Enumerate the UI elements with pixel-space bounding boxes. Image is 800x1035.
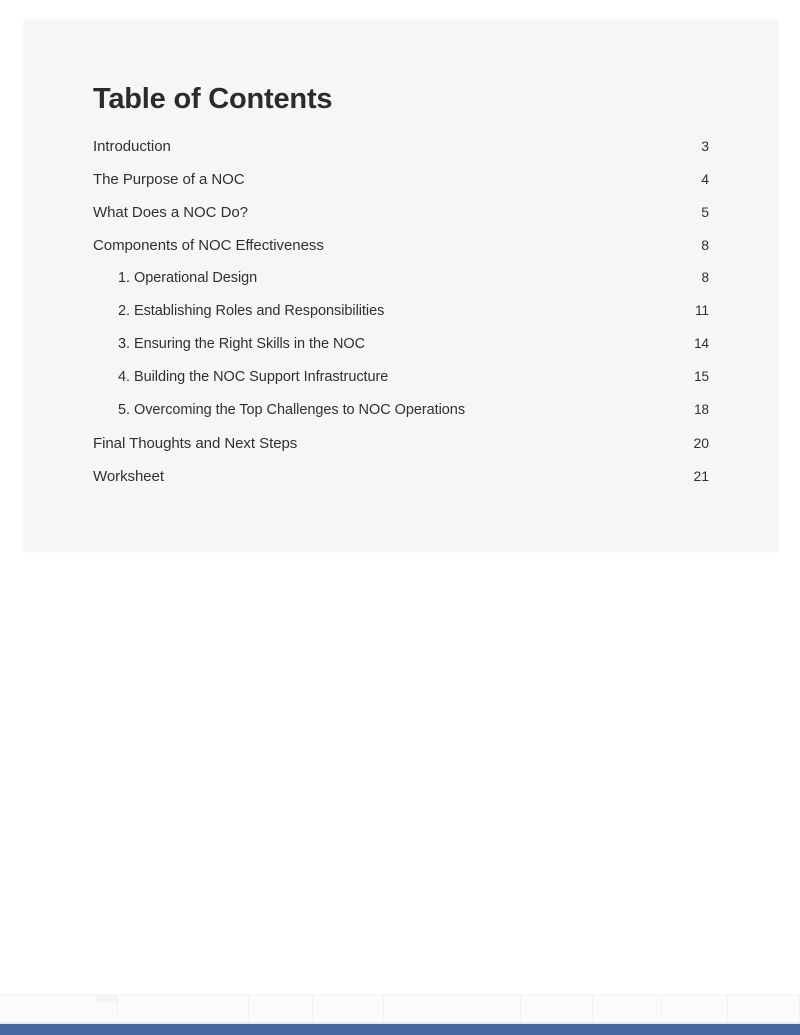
toc-entry[interactable]: [93, 435, 709, 468]
toc-entry[interactable]: [93, 237, 709, 270]
toc-entry[interactable]: [93, 402, 709, 435]
toc-entry[interactable]: [93, 138, 709, 171]
toc-entry-label: 5. Overcoming the Top Challenges to NOC Operations: [118, 401, 466, 418]
toc-entry[interactable]: [93, 171, 709, 204]
document-page: [24, 20, 778, 550]
toc-entry-page-number: 11: [695, 302, 709, 318]
toc-entry-page-number: 20: [693, 434, 709, 451]
chrome-toolbar-cell[interactable]: [313, 995, 383, 1022]
toc-entry-list: [93, 138, 709, 501]
toc-entry[interactable]: [93, 204, 709, 237]
chrome-toolbar-strip[interactable]: [0, 995, 800, 1022]
status-bar: [0, 1024, 800, 1035]
toc-entry-page-number: 5: [701, 203, 709, 220]
toc-entry-page-number: 8: [701, 269, 709, 285]
chrome-toolbar-cell[interactable]: [249, 995, 313, 1022]
page-title: Table of Contents: [93, 83, 333, 115]
toc-entry-page-number: 14: [694, 335, 709, 351]
toc-entry-page-number: 8: [701, 236, 709, 253]
chrome-toolbar-cell[interactable]: [384, 995, 521, 1022]
toc-entry-label: 4. Building the NOC Support Infrastructure: [118, 368, 389, 385]
toc-entry-page-number: 15: [694, 368, 709, 384]
toc-entry[interactable]: [93, 468, 709, 501]
toc-entry-label: 1. Operational Design: [118, 269, 258, 286]
chrome-toolbar-cell[interactable]: [521, 995, 593, 1022]
toc-entry-label: Final Thoughts and Next Steps: [93, 434, 298, 452]
chrome-toolbar-cell[interactable]: [118, 995, 250, 1022]
toc-entry-label: Worksheet: [93, 467, 164, 485]
toc-entry-page-number: 18: [694, 401, 709, 417]
toc-entry-label: Introduction: [93, 137, 171, 155]
toc-entry-label: What Does a NOC Do?: [93, 203, 248, 221]
application-chrome: [0, 983, 800, 1035]
chrome-ghost-mark: [96, 995, 118, 1002]
toc-entry-label: The Purpose of a NOC: [93, 170, 245, 188]
toc-entry-label: Components of NOC Effectiveness: [93, 236, 324, 254]
toc-entry[interactable]: [93, 303, 709, 336]
toc-entry-page-number: 4: [701, 170, 709, 187]
toc-entry[interactable]: [93, 369, 709, 402]
toc-entry[interactable]: [93, 336, 709, 369]
table-of-contents: [93, 84, 709, 501]
toc-entry[interactable]: [93, 270, 709, 303]
toc-entry-label: 3. Ensuring the Right Skills in the NOC: [118, 335, 366, 352]
toc-entry-page-number: 21: [693, 467, 709, 484]
chrome-toolbar-cell[interactable]: [593, 995, 661, 1022]
toc-entry-page-number: 3: [701, 137, 709, 154]
chrome-toolbar-cell[interactable]: [662, 995, 728, 1022]
chrome-toolbar-cell[interactable]: [728, 995, 800, 1022]
toc-entry-label: 2. Establishing Roles and Responsibilities: [118, 302, 385, 319]
